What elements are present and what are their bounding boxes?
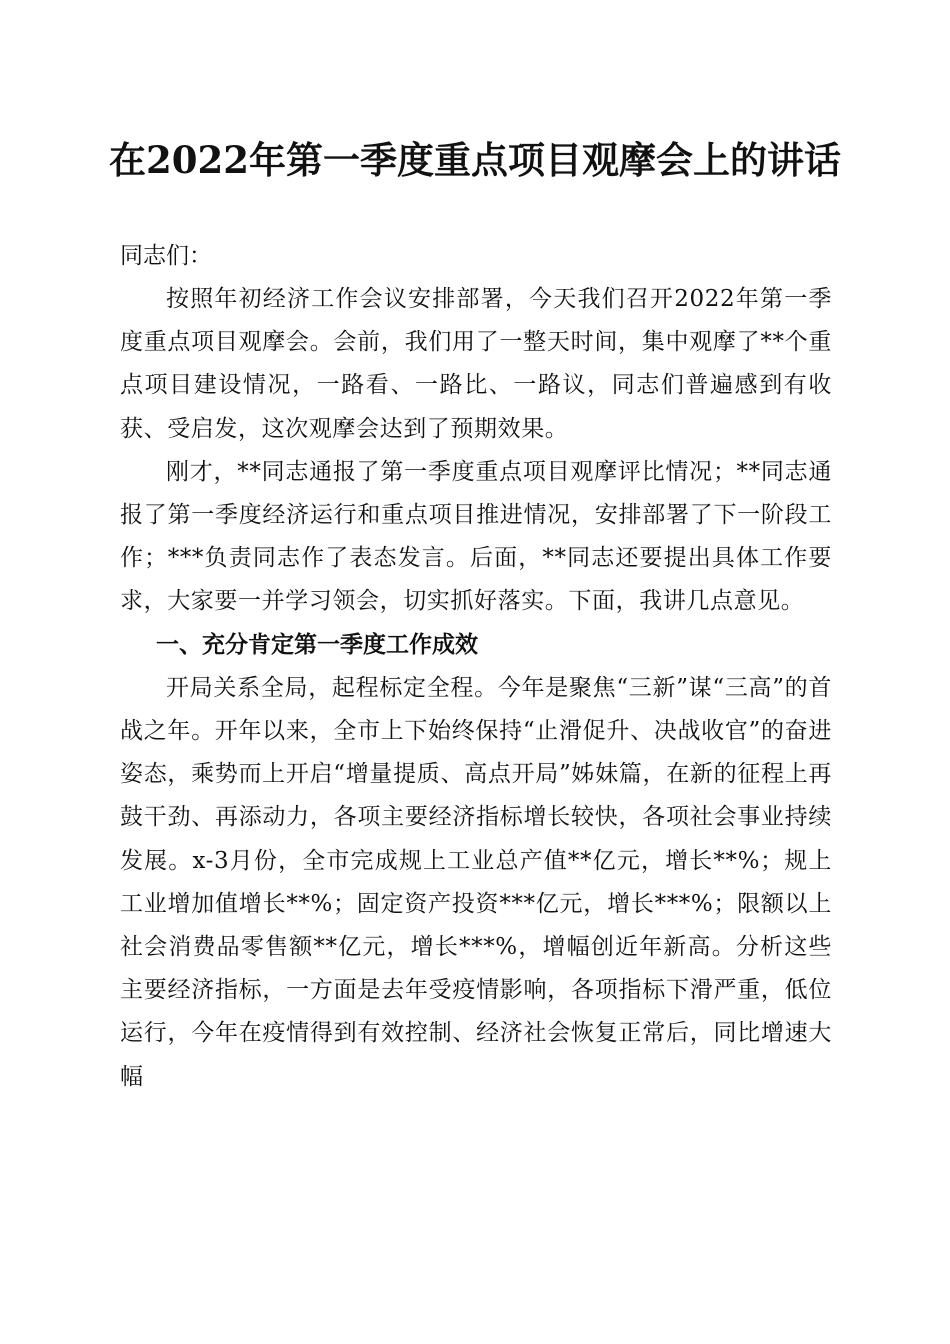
document-title: 在2022年第一季度重点项目观摩会上的讲话: [109, 138, 841, 182]
paragraph-1: 按照年初经济工作会议安排部署，今天我们召开2022年第一季度重点项目观摩会。会前，我们用了一整天时间，集中观摩了**个重点项目建设情况，一路看、一路比、一路议，同志们普遍感到有收获、受启发，这次观摩会达到了预期效果。: [120, 286, 832, 442]
document-body: [120, 235, 832, 1099]
paragraph-3: 开局关系全局，起程标定全程。今年是聚焦“三新”谋“三高”的首战之年。开年以来，全市上下始终保持“止滑促升、决战收官”的奋进姿态，乘势而上开启“增量提质、高点开局”姊妹篇，在新的征程上再鼓干劲、再添动力，各项主要经济指标增长较快，各项社会事业持续发展。x-3月份，全市完成规上工业总产值**亿元，增长**%；规上工业增加值增长**%；固定资产投资***亿元，增长***%；限额以上社会消费品零售额**亿元，增长***%，增幅创近年新高。分析这些主要经济指标，一方面是去年受疫情影响，各项指标下滑严重，低位运行，今年在疫情得到有效控制、经济社会恢复正常后，同比增速大幅: [120, 674, 832, 1090]
paragraph-2: 刚才，**同志通报了第一季度重点项目观摩评比情况；**同志通报了第一季度经济运行和重点项目推进情况，安排部署了下一阶段工作；***负责同志作了表态发言。后面，**同志还要提出具体工作要求，大家要一并学习领会，切实抓好落实。下面，我讲几点意见。: [120, 458, 832, 615]
greeting: 同志们：: [120, 243, 212, 269]
section-heading-1: 一、充分肯定第一季度工作成效: [156, 631, 478, 658]
